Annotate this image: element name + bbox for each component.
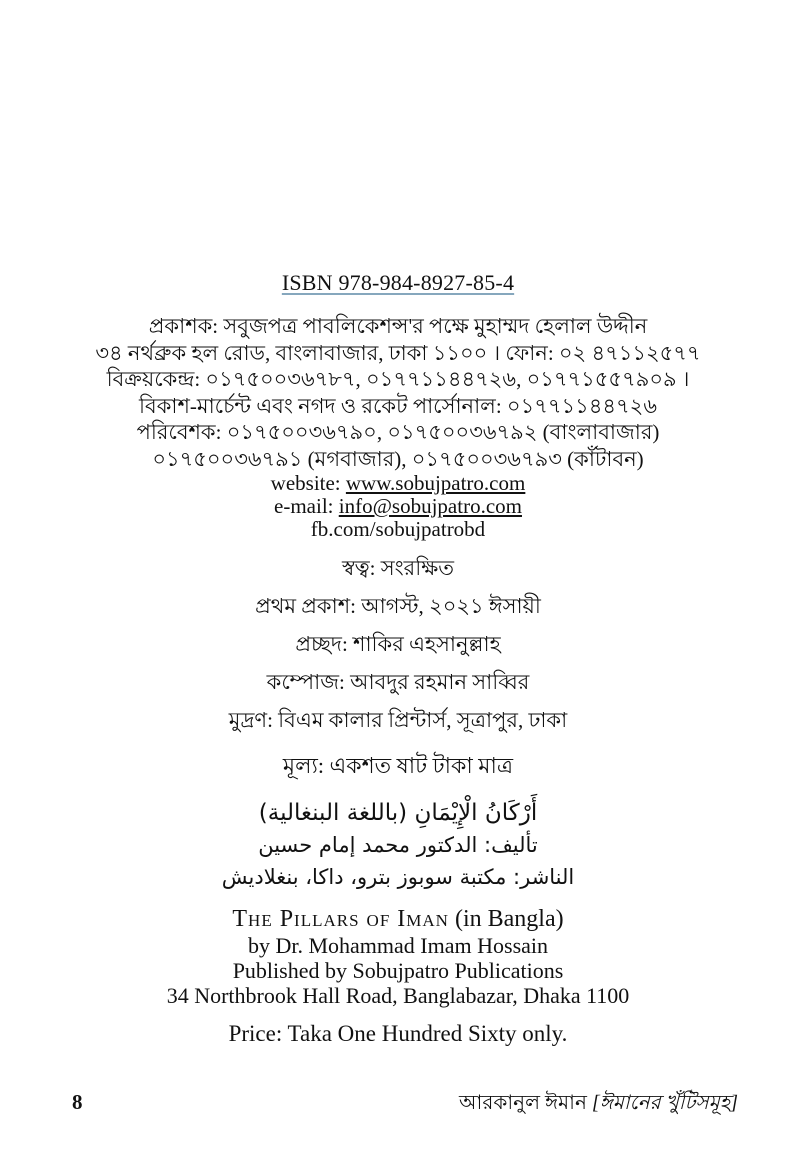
arabic-title-line: أَرْكَانُ الْإِيْمَانِ (باللغة البنغالية) bbox=[258, 800, 538, 826]
website-line bbox=[0, 472, 796, 495]
address-phone-line: ৩৪ নর্থব্রুক হল রোড, বাংলাবাজার, ঢাকা ১১০০ । ফোন: ০২ ৪৭১১২৫৭৭ bbox=[95, 340, 701, 365]
page-footer bbox=[0, 1088, 796, 1121]
publisher-line: প্রকাশক: সবুজপত্র পাবলিকেশন্স'র পক্ষে মুহাম্মদ হেলাল উদ্দীন bbox=[148, 314, 648, 338]
english-author-line: by Dr. Mohammad Imam Hossain bbox=[247, 933, 549, 958]
english-title-suffix: (in Bangla) bbox=[448, 906, 564, 932]
page-number: 8 bbox=[72, 1090, 83, 1114]
isbn-number: ISBN 978-984-8927-85-4 bbox=[281, 270, 515, 295]
email-link[interactable]: info@sobujpatro.com bbox=[338, 494, 522, 518]
distributor-line-2: ০১৭৫০০৩৬৭৯১ (মগবাজার), ০১৭৫০০৩৬৭৯৩ (কাঁটাবন) bbox=[152, 446, 644, 471]
facebook-line: fb.com/sobujpatrobd bbox=[310, 517, 486, 541]
isbn-line bbox=[0, 270, 796, 296]
sales-center-line: বিক্রয়কেন্দ্র: ০১৭৫০০৩৬৭৮৭, ০১৭৭১১৪৪৭২৬, ০১৭৭১৫৫৭৯০৯ । bbox=[106, 367, 690, 391]
arabic-publisher-line: الناشر: مكتبة سوبوز بترو، داكا، بنغلاديش bbox=[221, 865, 575, 889]
email-label: e-mail: bbox=[274, 494, 339, 518]
copyright-line: স্বত্ব: সংরক্ষিত bbox=[341, 556, 455, 580]
compose-line: কম্পোজ: আবদুর রহমান সাব্বির bbox=[266, 670, 530, 694]
printer-line: মুদ্রণ: বিএম কালার প্রিন্টার্স, সূত্রাপুর, ঢাকা bbox=[228, 708, 568, 732]
running-title-main: আরকানুল ঈমান bbox=[459, 1092, 592, 1114]
arabic-author-line: تأليف: الدكتور محمد إمام حسين bbox=[258, 833, 538, 857]
website-label: website: bbox=[270, 471, 346, 495]
distributor-line-1: পরিবেশক: ০১৭৫০০৩৬৭৯০, ০১৭৫০০৩৬৭৯২ (বাংলাবাজার) bbox=[136, 420, 660, 444]
price-english-line: Price: Taka One Hundred Sixty only. bbox=[228, 1021, 568, 1046]
first-edition-line: প্রথম প্রকাশ: আগস্ট, ২০২১ ঈসায়ী bbox=[255, 594, 541, 618]
english-publisher-line: Published by Sobujpatro Publications bbox=[232, 958, 564, 983]
running-title-bracket: [ঈমানের খুঁটিসমূহ] bbox=[591, 1092, 738, 1114]
mobile-banking-line: বিকাশ-মার্চেন্ট এবং নগদ ও রকেট পার্সোনাল: ০১৭৭১১৪৪৭২৬ bbox=[139, 393, 657, 418]
price-bn-line: মূল্য: একশত ষাট টাকা মাত্র bbox=[282, 753, 514, 778]
website-link[interactable]: www.sobujpatro.com bbox=[345, 471, 526, 495]
running-title bbox=[459, 1088, 738, 1121]
email-line bbox=[0, 495, 796, 518]
english-address-line: 34 Northbrook Hall Road, Banglabazar, Dhaka 1100 bbox=[166, 983, 630, 1008]
english-title-line bbox=[0, 905, 796, 933]
english-title: The Pillars of Iman bbox=[232, 906, 449, 932]
cover-designer-line: প্রচ্ছদ: শাকির এহসানুল্লাহ bbox=[295, 632, 501, 656]
